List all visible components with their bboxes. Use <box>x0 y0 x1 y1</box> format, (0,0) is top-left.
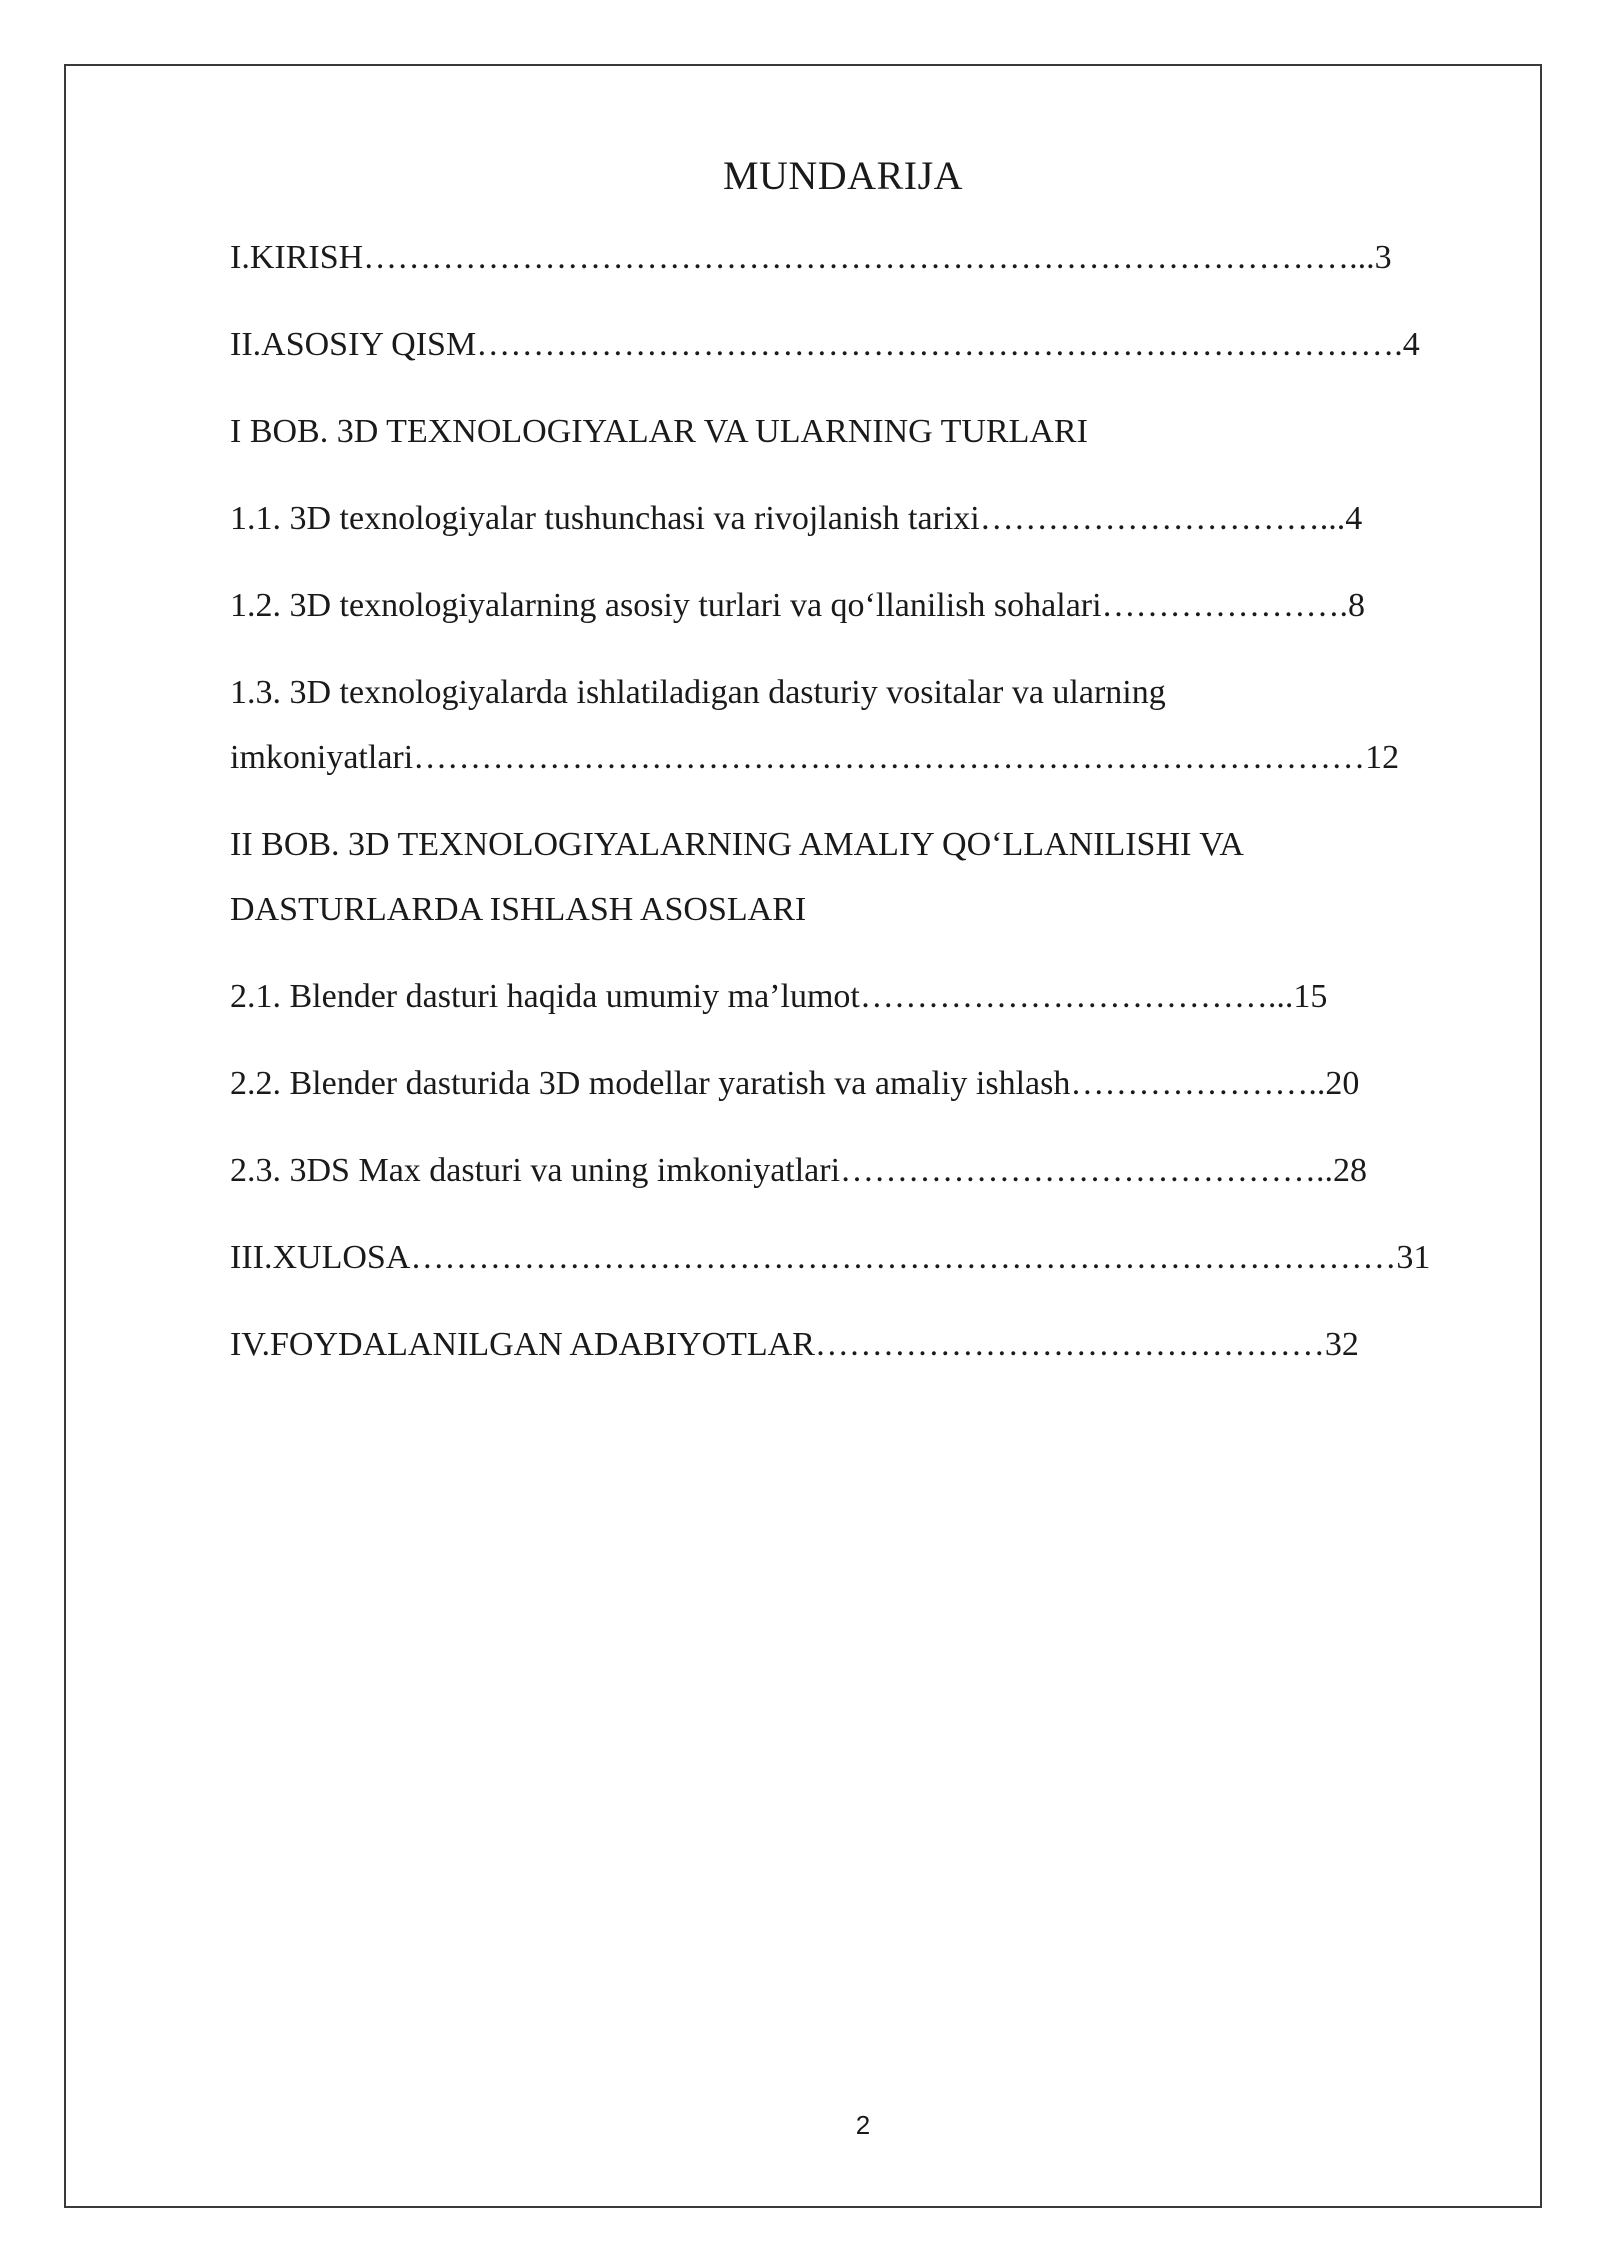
toc-entry-2-2: 2.2. Blender dasturida 3D modellar yaratish va amaliy ishlash…………………..20 <box>230 1065 1360 1102</box>
toc-entry-1-1: 1.1. 3D texnologiyalar tushunchasi va rivojlanish tarixi…………………………...4 <box>230 500 1363 537</box>
toc-entry-chapter-2-line-1: II BOB. 3D TEXNOLOGIYALARNING AMALIY QO‘LLANILISHI VA <box>230 826 1244 863</box>
page-number: 2 <box>855 2110 871 2140</box>
toc-entry-adabiyotlar: IV.FOYDALANILGAN ADABIYOTLAR………………………………………32 <box>230 1326 1359 1363</box>
toc-entry-chapter-2-line-2: DASTURLARDA ISHLASH ASOSLARI <box>230 891 807 928</box>
toc-entry-1-3 <box>230 660 1490 790</box>
toc-entry-2-3: 2.3. 3DS Max dasturi va uning imkoniyatlari……………………………………..28 <box>230 1152 1368 1189</box>
toc-entry-kirish: I.KIRISH……………………………………………………………………………...3 <box>230 239 1392 276</box>
toc-entry-1-2: 1.2. 3D texnologiyalarning asosiy turlari va qo‘llanilish sohalari………………….8 <box>230 587 1366 624</box>
toc-entry-chapter-2-heading <box>230 812 1490 942</box>
table-of-contents <box>230 225 1490 1399</box>
toc-entry-asosiy-qism: II.ASOSIY QISM……………………………………………………………………….4 <box>230 326 1420 363</box>
page-title: MUNDARIJA <box>722 153 964 198</box>
toc-entry-1-3-line-2: imkoniyatlari…………………………………………………………………………12 <box>230 739 1400 776</box>
toc-entry-chapter-1-heading: I BOB. 3D TEXNOLOGIYALAR VA ULARNING TURLARI <box>230 413 1088 450</box>
toc-entry-xulosa: III.XULOSA……………………………………………………………………………31 <box>230 1239 1431 1276</box>
toc-entry-1-3-line-1: 1.3. 3D texnologiyalarda ishlatiladigan dasturiy vositalar va ularning <box>230 674 1166 711</box>
toc-entry-2-1: 2.1. Blender dasturi haqida umumiy ma’lumot………………………………...15 <box>230 978 1328 1015</box>
